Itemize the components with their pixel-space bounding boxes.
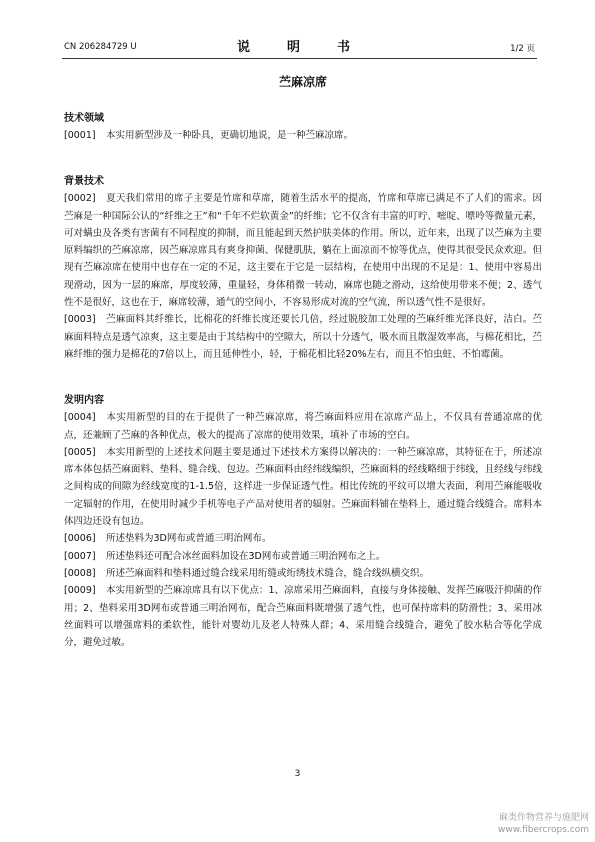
paragraph-number: [0009] [64,585,96,597]
paragraph-number: [0002] [64,193,96,205]
publication-number: CN 206284729 U [64,42,137,52]
section-heading-background: 背景技术 [64,176,104,188]
paragraph-0009 [64,582,542,651]
paragraph-number: [0004] [64,412,96,424]
paragraph-number: [0003] [64,314,96,326]
section-heading-invention-content: 发明内容 [64,395,104,407]
paragraph-0006 [64,530,542,547]
paragraph-text: 所述垫料还可配合冰丝面料加设在3D网布或普通三明治网布之上。 [106,550,386,562]
paragraph-text: 所述垫料为3D网布或普通三明治网布。 [106,533,272,545]
header-divider [62,58,537,59]
paragraph-number: [0007] [64,550,96,562]
paragraph-text: 苎麻面料其纤维长，比棉花的纤维长度还要长几倍，经过脱胶加工处理的苎麻纤维光泽良好，洁白。苎麻面料特点是透气凉爽，这主要是由于其结构中的空隙大，所以十分透气，吸水而且散湿效率高，与棉花相比，苎麻纤维的强力是棉花的7倍以上，而且延伸性小，轻，于棉花相比轻20%左右，而且不怕虫蛀、不怕霉菌。 [64,314,542,360]
paragraph-0004 [64,409,542,444]
paragraph-0002 [64,190,542,311]
page-number: 3 [294,769,301,779]
paragraph-0007 [64,548,542,565]
paragraph-text: 本实用新型的目的在于提供了一种苎麻凉席，将苎麻面料应用在凉席产品上，不仅具有普通凉席的优点，还兼顾了苎麻的各种优点，极大的提高了凉席的使用效果，填补了市场的空白。 [64,412,542,441]
paragraph-0001 [64,127,542,144]
document-body [64,74,542,651]
paragraph-text: 本实用新型的上述技术问题主要是通过下述技术方案得以解决的：一种苎麻凉席，其特征在于，所述凉席本体包括苎麻面料、垫料、缝合线、包边。苎麻面料由经纬线编织，苎麻面料的经线略细于纬线，且经线与纬线之间构成的间隙为经线宽度的1-1.5倍，这样进一步保证透气性。相比传统的平纹可以增大表面，利用苎麻能吸收一定辐射的作用，在使用时减少手机等电子产品对使用者的辐射。苎麻面料铺在垫料上，通过缝合线缝合。席料本体四边还设有包边。 [64,446,542,528]
paragraph-0005 [64,444,542,530]
paragraph-number: [0001] [64,130,96,141]
paragraph-0003 [64,311,542,363]
paragraph-number: [0008] [64,567,96,579]
paragraph-number: [0005] [64,446,96,458]
paragraph-text: 所述苎麻面料和垫料通过缝合线采用绗缝或绗绣技术缝合，缝合线纵横交织。 [106,567,430,579]
watermark-url: www.fibercrops.com [498,825,589,835]
page-header [64,36,535,56]
invention-title: 苎麻凉席 [278,75,327,89]
paragraph-number: [0006] [64,533,96,545]
page-indicator: 1/2 页 [510,44,535,54]
paragraph-text: 本实用新型涉及一种卧具，更确切地说，是一种苎麻凉席。 [106,130,354,141]
document-type-title: 说 明 书 [236,40,362,55]
section-heading-technical-field: 技术领域 [64,113,104,124]
watermark-site-name: 麻类作物营养与施肥网 [498,813,589,823]
paragraph-text: 本实用新型的苎麻凉席具有以下优点：1、凉席采用苎麻面料，直接与身体接触、发挥苎麻吸汗抑菌的作用；2、垫料采用3D网布或普通三明治网布，配合苎麻面料既增强了透气性，也可保持席料的防滑性；3、采用冰丝面料可以增强席料的柔软性，能针对婴幼儿及老人特殊人群；4、采用缝合线缝合，避免了胶水粘合等化学成分，避免过敏。 [64,585,542,649]
watermark [498,812,589,836]
paragraph-text: 夏天我们常用的席子主要是竹席和草席，随着生活水平的提高，竹席和草席已满足不了人们的需求。因苎麻是一种国际公认的“纤维之王”和“千年不烂软黄金”的纤维；它不仅含有丰富的叮咛、嘧啶、嘌呤等微量元素，可对螨虫及各类有害菌有不同程度的抑制，而且能起到天然护肤美体的作用。所以，近年来，出现了以苎麻为主要原料编织的苎麻凉席，因苎麻凉席具有爽身抑菌、保健肌肤，躺在上面凉而不惊等优点，使得其很受民众欢迎。但现有苎麻凉席在使用中也存在一定的不足，这主要在于它是一层结构，在使用中出现的不足是：1、使用中容易出现滑动，因为一层的麻席，厚度较薄，重量轻，身体稍微一转动，麻席也随之滑动，这给使用带来不便；2、透气性不是很好，这也在于，麻席较薄，通气的空间小，不容易形成对流的空气流，所以透气性不是很好。 [64,193,542,309]
paragraph-0008 [64,565,542,582]
